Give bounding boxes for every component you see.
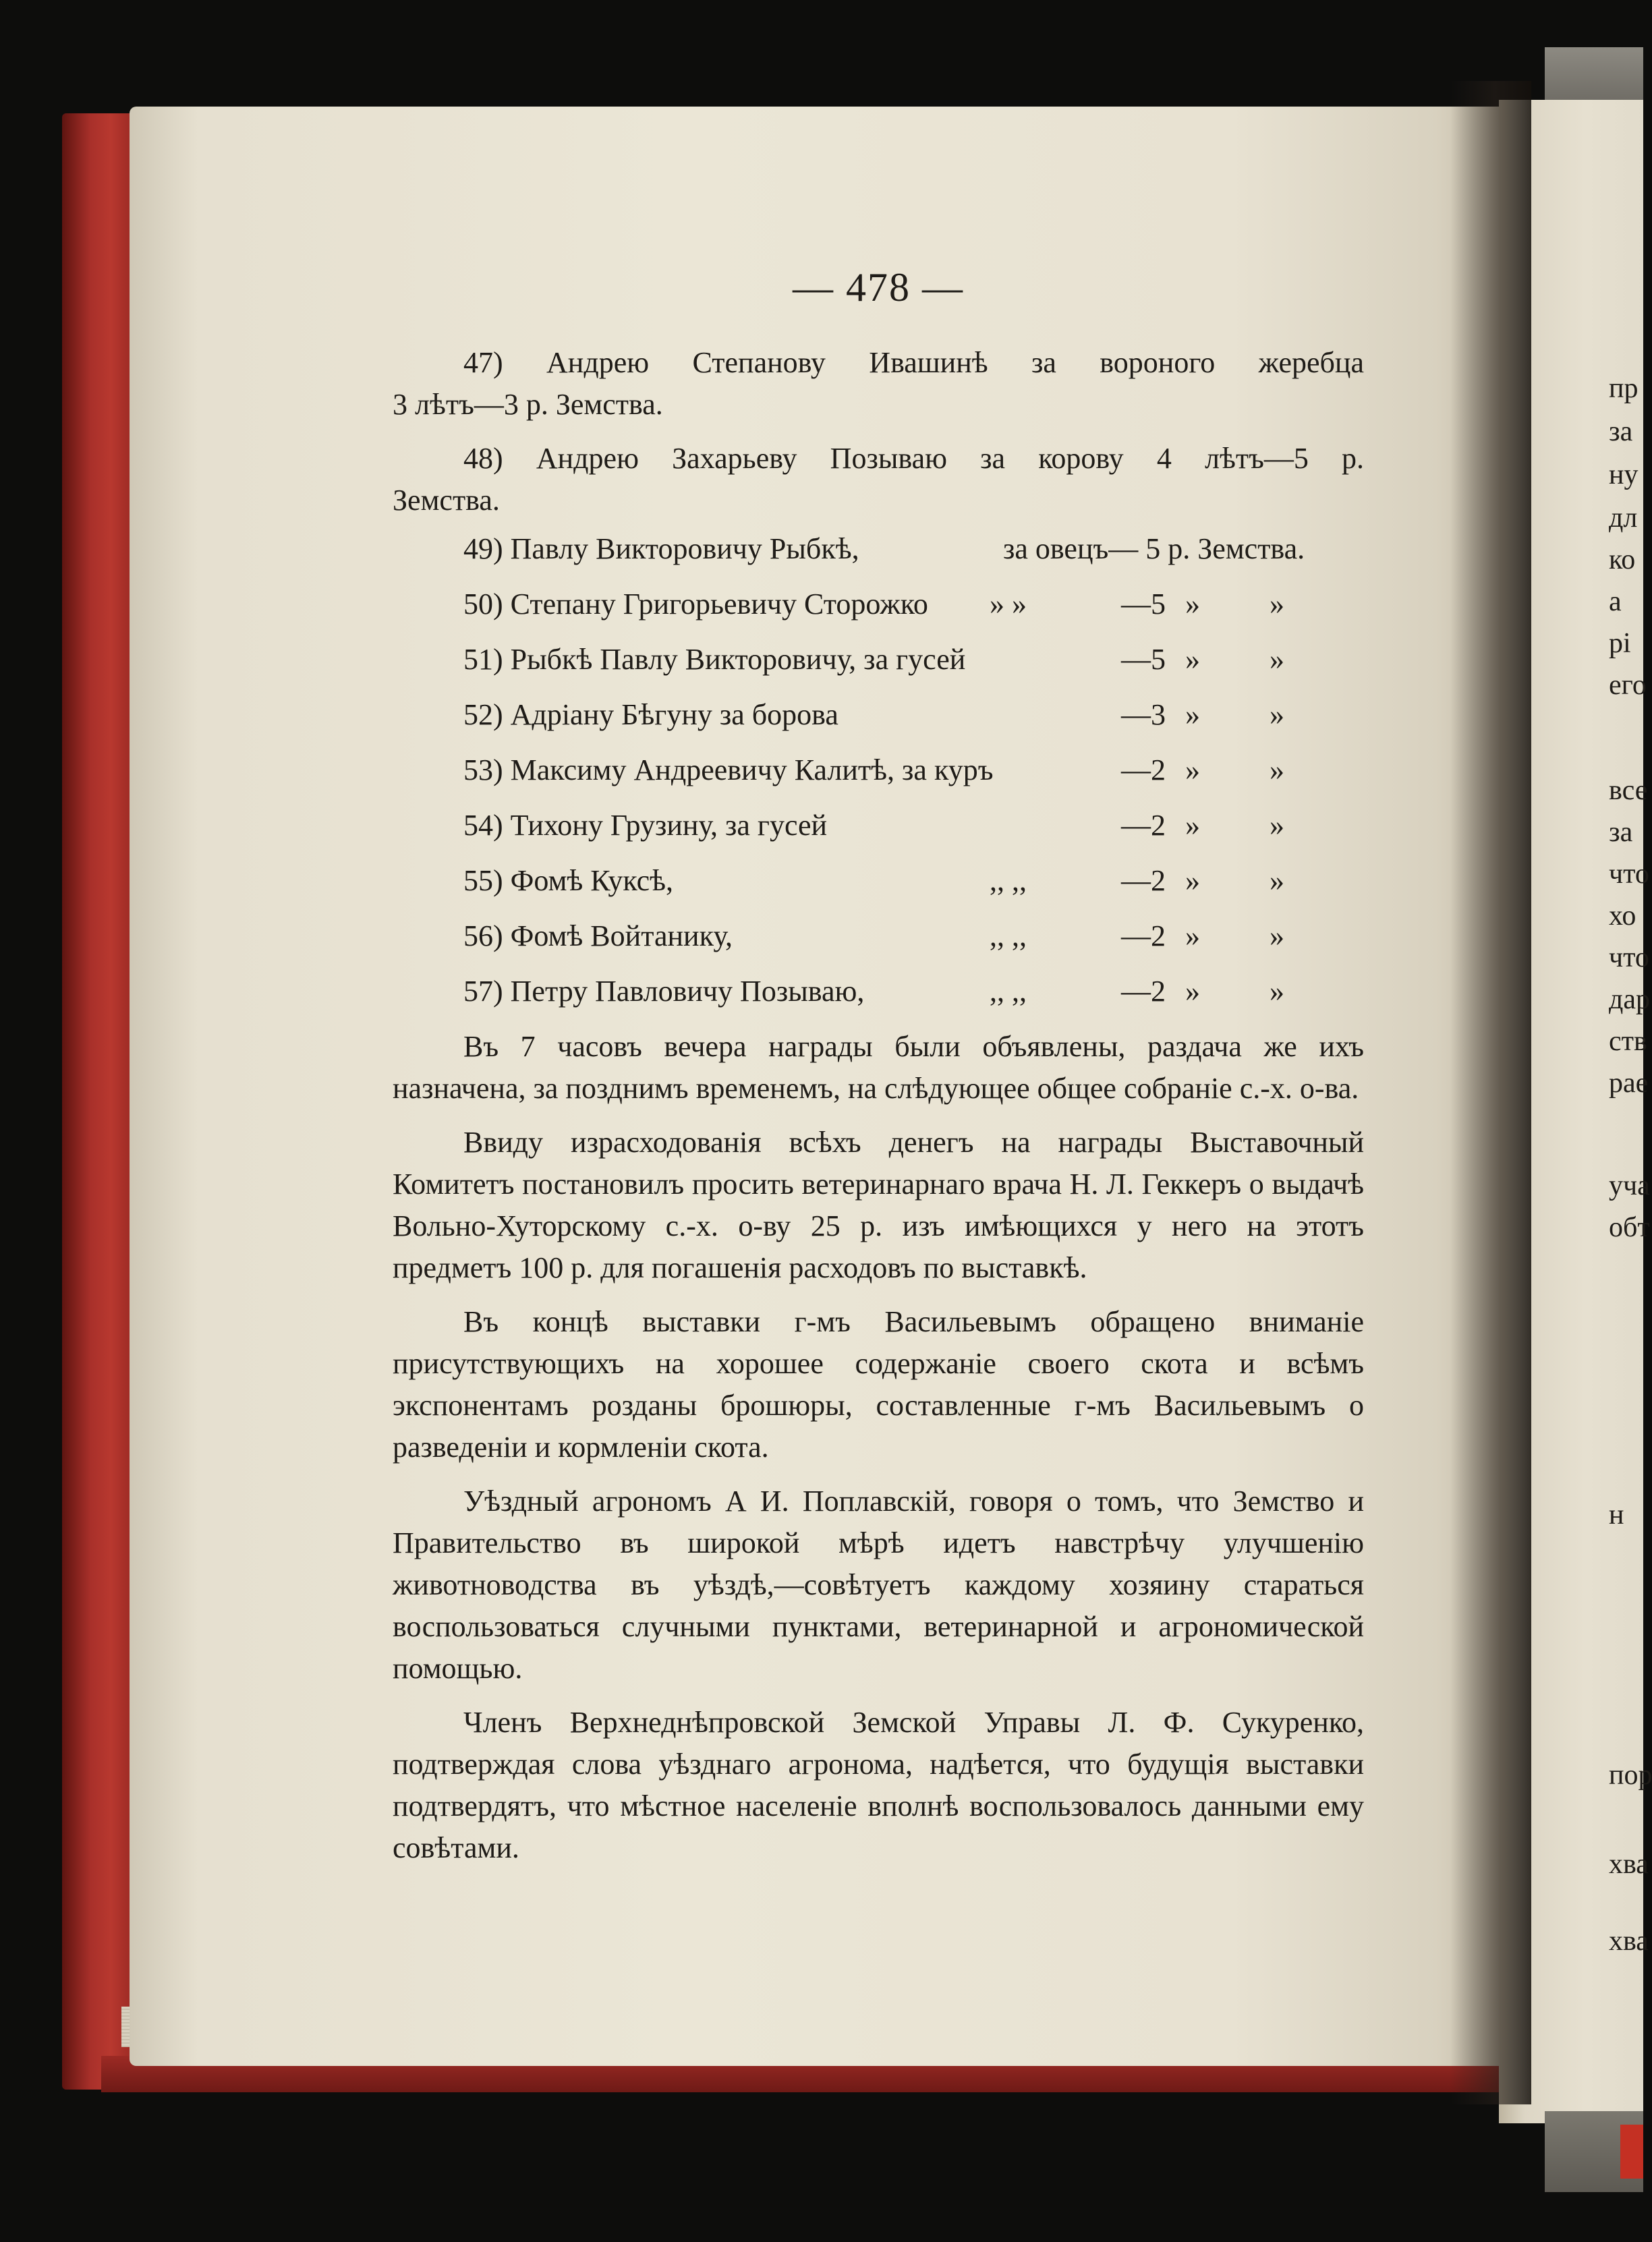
ditto-mark: » bbox=[1270, 587, 1284, 621]
ditto-mark: » bbox=[1270, 809, 1284, 842]
ditto-mark: » bbox=[1185, 809, 1200, 842]
item-recipient: 54) Тихону Грузину, за гусей bbox=[463, 809, 828, 842]
right-page-fragment: дл bbox=[1609, 502, 1638, 534]
list-item bbox=[393, 743, 1364, 798]
ditto-mark: » bbox=[1270, 975, 1284, 1008]
item-text-continued: 3 лѣтъ—3 р. Земства. bbox=[393, 388, 663, 421]
list-item bbox=[393, 798, 1364, 853]
list-item bbox=[393, 687, 1364, 743]
list-item bbox=[393, 438, 1364, 521]
item-text: 48) Андрею Захарьеву Позываю за корову 4 лѣтъ—5 р. bbox=[463, 442, 1364, 475]
right-page-fragment: ко bbox=[1609, 544, 1636, 575]
book-cover-right-top bbox=[1545, 47, 1643, 108]
paragraph: Въ 7 часовъ вечера награды были объявлены, раздача же ихъ назначена, за позднимъ временемъ, на слѣдующее общее собраніе с.-х. о-ва. bbox=[393, 1030, 1364, 1105]
item-recipient: 57) Петру Павловичу Позываю, bbox=[463, 975, 865, 1008]
right-page-fragment: рі bbox=[1609, 628, 1631, 659]
item-recipient: 53) Максиму Андреевичу Калитѣ, за куръ bbox=[463, 753, 994, 786]
item-amount: —5 bbox=[1121, 643, 1166, 676]
item-recipient: 52) Адріану Бѣгуну за борова bbox=[463, 698, 838, 731]
item-recipient: 49) Павлу Викторовичу Рыбкѣ, bbox=[463, 532, 859, 565]
paragraph: Въ концѣ выставки г-мъ Васильевымъ обращено вниманіе присутствующихъ на хорошее содержаніе своего скота и всѣмъ экспонентамъ розданы брошюры, составленные г-мъ Васильевымъ о разведеніи и кормленіи скота. bbox=[393, 1305, 1364, 1464]
item-amount: —2 bbox=[1121, 809, 1166, 842]
ditto-mark: » bbox=[1185, 643, 1200, 676]
paragraph: Ввиду израсходованія всѣхъ денегъ на награды Выставочный Комитетъ постановилъ просить ветеринарнаго врача Н. Л. Геккеръ о выдачѣ Вольно-Хуторскому с.-х. о-ву 25 р. изъ имѣющихся у него на этотъ предметъ 100 р. для погашенія расходовъ по выставкѣ. bbox=[393, 1126, 1364, 1284]
right-page-fragment: хва bbox=[1609, 1926, 1649, 1957]
right-page-fragment: все bbox=[1609, 775, 1648, 806]
right-page-fragment: хо bbox=[1609, 900, 1636, 931]
item-amount: —2 bbox=[1121, 975, 1166, 1008]
ditto-mark: » bbox=[1270, 864, 1284, 897]
right-page-fragment: ну bbox=[1609, 459, 1639, 490]
item-recipient: 51) Рыбкѣ Павлу Викторовичу, за гусей bbox=[463, 643, 966, 676]
ditto-mark: » bbox=[1270, 698, 1284, 731]
ditto-mark: » bbox=[1185, 864, 1200, 897]
right-page-fragment: хва bbox=[1609, 1849, 1649, 1880]
ditto-mark: » bbox=[1270, 919, 1284, 952]
right-page-fragment: пор bbox=[1609, 1760, 1652, 1791]
item-recipient: 50) Степану Григорьевичу Сторожко bbox=[463, 587, 928, 621]
list-item bbox=[393, 632, 1364, 687]
right-page-fragment: н bbox=[1609, 1499, 1624, 1530]
ditto-marks: ,, ,, bbox=[990, 975, 1027, 1008]
list-item bbox=[393, 342, 1364, 426]
ditto-mark: » bbox=[1185, 975, 1200, 1008]
list-item bbox=[393, 853, 1364, 909]
item-award: за овецъ— 5 р. Земства. bbox=[1003, 532, 1305, 565]
right-page-fragment: за bbox=[1609, 416, 1633, 447]
paragraph: Уѣздный агрономъ А И. Поплавскій, говоря о томъ, что Земство и Правительство въ широкой мѣрѣ идетъ навстрѣчу улучшенію животноводства въ уѣздѣ,—совѣтуетъ каждому хозяину стараться воспользоваться случными пунктами, ветеринарной и агрономической помощью. bbox=[393, 1485, 1364, 1685]
ditto-mark: » bbox=[1185, 919, 1200, 952]
ditto-mark: » bbox=[1270, 643, 1284, 676]
item-amount: —3 bbox=[1121, 698, 1166, 731]
ditto-mark: » bbox=[1185, 698, 1200, 731]
item-text-continued: Земства. bbox=[393, 484, 500, 517]
paragraph: Членъ Верхнеднѣпровской Земской Управы Л. Ф. Сукуренко, подтверждая слова уѣзднаго агронома, надѣется, что будущія выставки подтвердятъ, что мѣстное населеніе вполнѣ воспользовалось данными ему совѣтами. bbox=[393, 1706, 1364, 1864]
right-page-fragment: что bbox=[1609, 859, 1649, 890]
bookmark-corner bbox=[1620, 2125, 1643, 2179]
right-page-fragment: его bbox=[1609, 670, 1647, 701]
ditto-marks: ,, ,, bbox=[990, 919, 1027, 952]
page-number: — 478 — bbox=[793, 265, 964, 310]
right-page-fragment: а bbox=[1609, 586, 1622, 617]
page-gutter-shadow bbox=[1450, 81, 1531, 2104]
item-text: 47) Андрею Степанову Ивашинѣ за вороного жеребца bbox=[463, 346, 1364, 379]
right-page-fragment: рае bbox=[1609, 1068, 1649, 1099]
ditto-mark: » bbox=[1185, 587, 1200, 621]
right-page-fragment: что bbox=[1609, 942, 1649, 973]
item-recipient: 56) Фомѣ Войтанику, bbox=[463, 919, 733, 952]
right-page-fragment: дар bbox=[1609, 984, 1651, 1015]
item-amount: —2 bbox=[1121, 864, 1166, 897]
item-amount: —2 bbox=[1121, 919, 1166, 952]
ditto-marks: » » bbox=[990, 587, 1027, 621]
page-text bbox=[393, 243, 1364, 1869]
item-amount: —2 bbox=[1121, 753, 1166, 786]
right-page-fragment: за bbox=[1609, 817, 1633, 848]
list-item bbox=[393, 964, 1364, 1019]
list-item bbox=[393, 577, 1364, 632]
right-page-fragment: ств bbox=[1609, 1026, 1647, 1057]
item-recipient: 55) Фомѣ Куксѣ, bbox=[463, 864, 674, 897]
ditto-marks: ,, ,, bbox=[990, 864, 1027, 897]
ditto-mark: » bbox=[1270, 753, 1284, 786]
item-amount: —5 bbox=[1121, 587, 1166, 621]
right-page-fragment: пр bbox=[1609, 373, 1639, 404]
list-item bbox=[393, 909, 1364, 964]
ditto-mark: » bbox=[1185, 753, 1200, 786]
right-page-fragment: обт bbox=[1609, 1212, 1650, 1243]
list-item bbox=[393, 521, 1364, 577]
right-page-fragment: уча bbox=[1609, 1170, 1650, 1201]
